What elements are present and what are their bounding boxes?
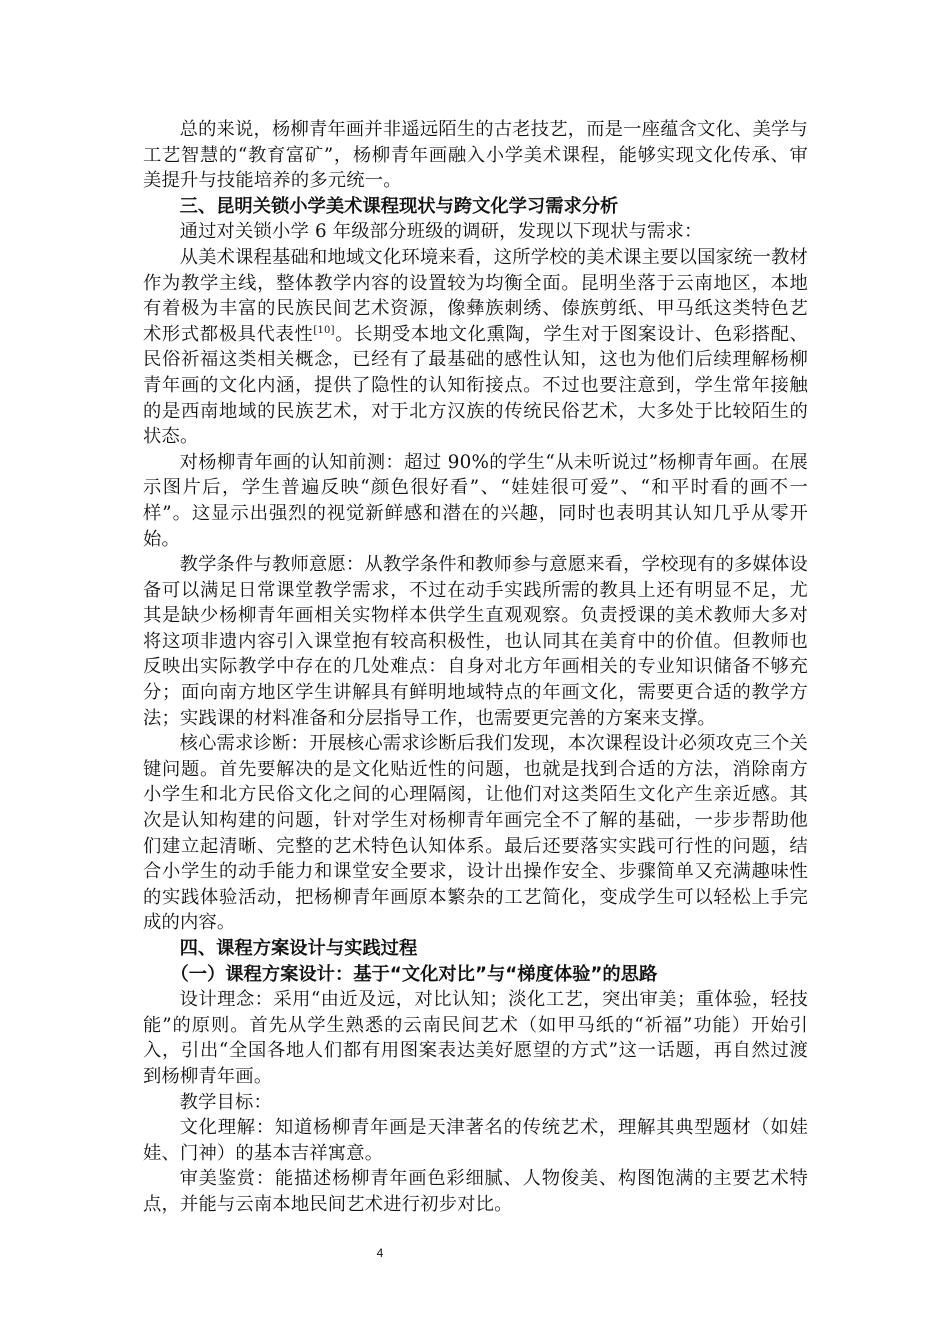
- page-body: [143, 117, 808, 1218]
- curriculum-paragraph: [143, 245, 808, 450]
- page-number: 4: [376, 1246, 384, 1260]
- conditions-paragraph: 教学条件与教师意愿：从教学条件和教师参与意愿来看，学校现有的多媒体设备可以满足日常课堂教学需求，不过在动手实践所需的教具上还有明显不足，尤其是缺少杨柳青年画相关实物样本供学生直观观察。负责授课的美术教师大多对将这项非遗内容引入课堂抱有较高积极性，也认同其在美育中的价值。但教师也反映出实际教学中存在的几处难点：自身对北方年画相关的专业知识储备不够充分；面向南方地区学生讲解具有鲜明地域特点的年画文化，需要更合适的教学方法；实践课的材料准备和分层指导工作，也需要更完善的方案来支撑。: [143, 554, 808, 729]
- curriculum-text-before-ref: 从美术课程基础和地域文化环境来看，这所学校的美术课主要以国家统一教材作为教学主线，整体教学内容的设置较为均衡全面。昆明坐落于云南地区，本地有着极为丰富的民族民间艺术资源，像彝族刺绣、傣族剪纸、甲马纸这类特色艺术形式都极具代表性: [143, 246, 808, 345]
- design-paragraph: 设计理念：采用“由近及远，对比认知；淡化工艺，突出审美；重体验，轻技能”的原则。首先从学生熟悉的云南民间艺术（如甲马纸的“祈福”功能）开始引入，引出“全国各地人们都有用图案表达美好愿望的方式”这一话题，再自然过渡到杨柳青年画。: [143, 989, 808, 1087]
- precognition-paragraph: 对杨柳青年画的认知前测：超过 90%的学生“从未听说过”杨柳青年画。在展示图片后，学生普遍反映“颜色很好看”、“娃娃很可爱”、“和平时看的画不一样”。这显示出强烈的视觉新鲜感和潜在的兴趣，同时也表明其认知几乎从零开始。: [143, 451, 808, 550]
- subsection-1-heading: （一）课程方案设计：基于“文化对比”与“梯度体验”的思路: [170, 963, 658, 985]
- intro-paragraph: 总的来说，杨柳青年画并非遥远陌生的古老技艺，而是一座蕴含文化、美学与工艺智慧的“教育富矿”，杨柳青年画融入小学美术课程，能够实现文化传承、审美提升与技能培养的多元统一。: [143, 119, 808, 192]
- objectives-label: 教学目标：: [179, 1091, 272, 1113]
- curriculum-text-after-ref: 。长期受本地文化熏陶，学生对于图案设计、色彩搭配、民俗祈福这类相关概念，已经有了最基础的感性认知，这也为他们后续理解杨柳青年画的文化内涵，提供了隐性的认知衔接点。不过也要注意到，学生常年接触的是西南地域的民族艺术，对于北方汉族的传统民俗艺术，大多处于比较陌生的状态。: [143, 323, 808, 448]
- section-4-heading: 四、课程方案设计与实践过程: [179, 938, 418, 959]
- section-3-heading: 三、昆明关锁小学美术课程现状与跨文化学习需求分析: [179, 195, 619, 217]
- needs-paragraph: 核心需求诊断：开展核心需求诊断后我们发现，本次课程设计必须攻克三个关键问题。首先要解决的是文化贴近性的问题，也就是找到合适的方法，消除南方小学生和北方民俗文化之间的心理隔阂，让他们对这类陌生文化产生亲近感。其次是认知构建的问题，针对学生对杨柳青年画完全不了解的基础，一步步帮助他们建立起清晰、完整的艺术特色认知体系。最后还要落实实践可行性的问题，结合小学生的动手能力和课堂安全要求，设计出操作安全、步骤简单又充满趣味性的实践体验活动，把杨柳青年画原本繁杂的工艺简化，变成学生可以轻松上手完成的内容。: [143, 733, 808, 934]
- culture-objective-paragraph: 文化理解：知道杨柳青年画是天津著名的传统艺术，理解其典型题材（如娃娃、门神）的基本吉祥寓意。: [143, 1117, 808, 1164]
- citation-ref: [10]: [313, 324, 335, 336]
- aesthetic-objective-paragraph: 审美鉴赏：能描述杨柳青年画色彩细腻、人物俊美、构图饱满的主要艺术特点，并能与云南本地民间艺术进行初步对比。: [143, 1168, 808, 1215]
- survey-intro-paragraph: 通过对关锁小学 6 年级部分班级的调研，发现以下现状与需求：: [179, 221, 703, 243]
